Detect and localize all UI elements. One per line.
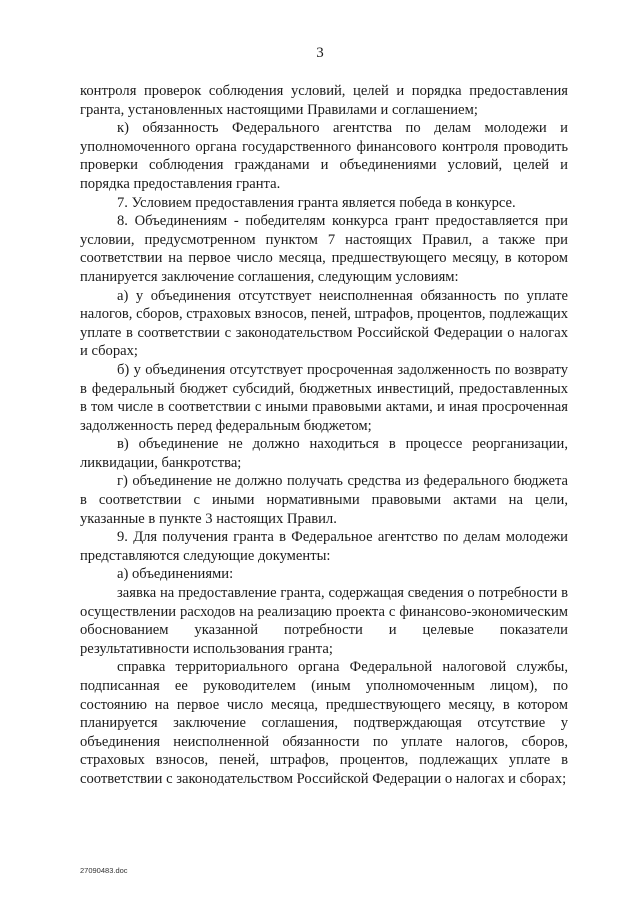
paragraph-item-g: г) объединение не должно получать средства из федерального бюджета в соответствии с иными нормативными правовыми актами на цели, указанные в пункте 3 настоящих Правил.: [80, 473, 568, 527]
paragraph-item-b: б) у объединения отсутствует просроченная задолженность по возврату в федеральный бюджет субсидий, бюджетных инвестиций, предоставленных в том числе в соответствии с иными правовыми актами, и иная просроченная задолженность перед федеральным бюджетом;: [80, 361, 568, 434]
paragraph-tax-certificate: справка территориального органа Федеральной налоговой службы, подписанная ее руководителем (иным уполномоченным лицом), по состоянию на первое число месяца, предшествующего месяцу, в котором планируется заключение соглашения, подтверждающая отсутствие у объединения неисполненной обязанности по уплате налогов, сборов, страховых взносов, пеней, штрафов, процентов, подлежащих уплате в соответствии с законодательством Российской Федерации о налогах и сборах;: [80, 659, 568, 787]
paragraph-item-v: в) объединение не должно находиться в процессе реорганизации, ликвидации, банкротства;: [80, 436, 568, 471]
paragraph-clause-7: 7. Условием предоставления гранта является победа в конкурсе.: [117, 194, 516, 211]
footer-filename: 27090483.doc: [80, 866, 128, 875]
paragraph-application: заявка на предоставление гранта, содержащая сведения о потребности в осуществлении расходов на реализацию проекта с финансово-экономическим обоснованием указанной потребности и целевые показатели результативности использования гранта;: [80, 585, 568, 657]
paragraph-subitem-a: а) объединениями:: [117, 566, 234, 583]
paragraph-continuation: контроля проверок соблюдения условий, целей и порядка предоставления гранта, установленных настоящими Правилами и соглашением;: [80, 83, 568, 118]
document-body: [80, 82, 568, 789]
page-number: 3: [316, 45, 324, 61]
paragraph-item-k: к) обязанность Федерального агентства по делам молодежи и уполномоченного органа государственного финансового контроля проводить проверки соблюдения гражданами и объединениями условий, целей и порядка предоставления гранта.: [80, 120, 568, 192]
paragraph-clause-8: 8. Объединениям - победителям конкурса грант предоставляется при условии, предусмотренном пунктом 7 настоящих Правил, а также при соответствии на первое число месяца, предшествующего месяцу, в котором планируется заключение соглашения, следующим условиям:: [80, 213, 568, 285]
paragraph-item-a: а) у объединения отсутствует неисполненная обязанность по уплате налогов, сборов, страховых взносов, пеней, штрафов, процентов, подлежащих уплате в соответствии с законодательством Российской Федерации о налогах и сборах;: [80, 287, 568, 360]
paragraph-clause-9: 9. Для получения гранта в Федеральное агентство по делам молодежи представляются следующие документы:: [80, 529, 568, 564]
